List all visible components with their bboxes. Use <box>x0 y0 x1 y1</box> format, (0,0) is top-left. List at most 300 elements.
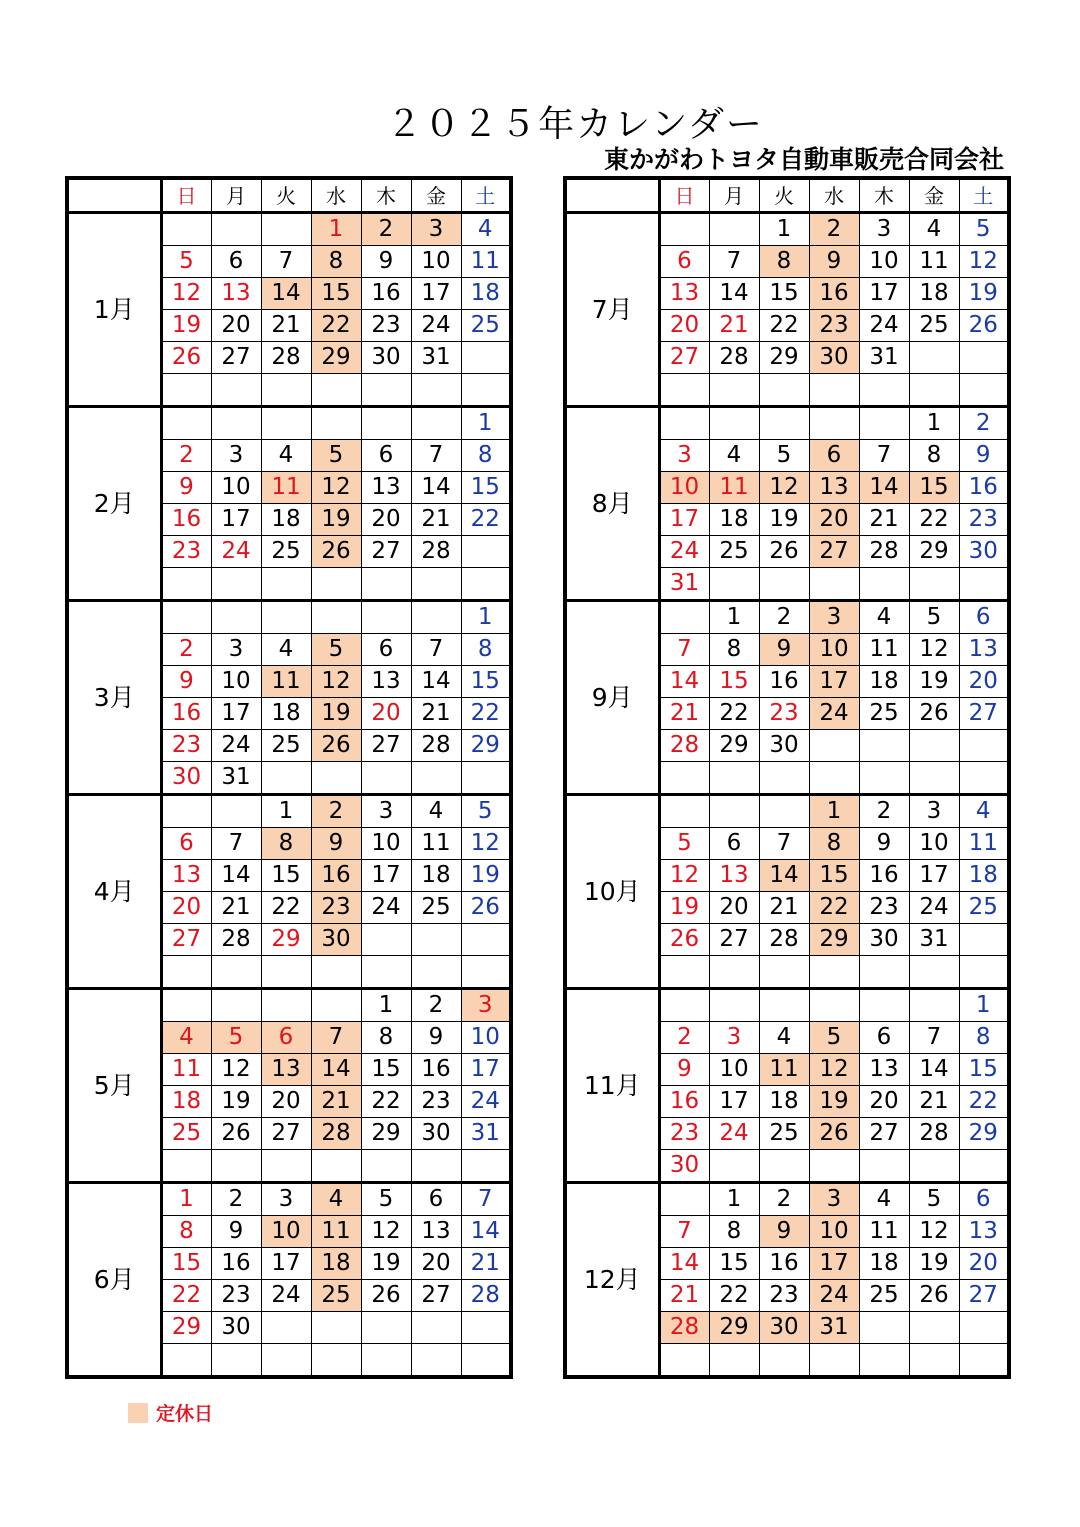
empty-cell <box>959 956 1009 989</box>
empty-cell <box>709 407 759 440</box>
empty-cell <box>859 568 909 601</box>
empty-cell <box>361 568 411 601</box>
day-cell: 18 <box>959 860 1009 892</box>
day-cell: 22 <box>959 1086 1009 1118</box>
legend <box>128 1399 213 1426</box>
empty-cell <box>461 1312 511 1344</box>
day-cell: 23 <box>759 1280 809 1312</box>
day-cell: 8 <box>759 246 809 278</box>
day-cell: 14 <box>659 666 709 698</box>
empty-cell <box>311 989 361 1022</box>
day-cell: 8 <box>461 440 511 472</box>
week-row <box>565 989 1009 1022</box>
empty-cell <box>261 956 311 989</box>
day-cell: 20 <box>361 698 411 730</box>
day-cell: 18 <box>759 1086 809 1118</box>
day-cell: 26 <box>959 310 1009 342</box>
day-cell: 4 <box>859 601 909 634</box>
day-cell: 1 <box>709 601 759 634</box>
empty-cell <box>959 924 1009 956</box>
empty-cell <box>411 924 461 956</box>
empty-cell <box>461 568 511 601</box>
empty-cell <box>261 601 311 634</box>
day-cell: 2 <box>859 795 909 828</box>
day-cell: 13 <box>959 1216 1009 1248</box>
empty-cell <box>759 795 809 828</box>
empty-cell <box>411 1344 461 1378</box>
day-cell: 25 <box>261 536 311 568</box>
day-cell: 3 <box>709 1022 759 1054</box>
day-cell: 9 <box>809 246 859 278</box>
empty-cell <box>709 1344 759 1378</box>
day-cell: 24 <box>411 310 461 342</box>
day-cell: 7 <box>859 440 909 472</box>
day-cell: 1 <box>261 795 311 828</box>
day-cell: 14 <box>411 472 461 504</box>
empty-cell <box>261 407 311 440</box>
day-cell: 13 <box>211 278 261 310</box>
day-cell: 29 <box>709 1312 759 1344</box>
day-cell: 16 <box>759 666 809 698</box>
day-cell: 4 <box>311 1183 361 1216</box>
empty-cell <box>461 956 511 989</box>
day-cell: 26 <box>659 924 709 956</box>
day-cell: 26 <box>759 536 809 568</box>
empty-cell <box>261 989 311 1022</box>
empty-cell <box>709 956 759 989</box>
week-row <box>67 1183 511 1216</box>
day-cell: 7 <box>211 828 261 860</box>
day-cell: 6 <box>161 828 211 860</box>
day-cell: 3 <box>211 440 261 472</box>
week-row <box>67 407 511 440</box>
day-cell: 14 <box>709 278 759 310</box>
day-cell: 23 <box>659 1118 709 1150</box>
empty-cell <box>959 1344 1009 1378</box>
page-title: ２０２５年カレンダー <box>386 104 764 145</box>
day-cell: 12 <box>311 472 361 504</box>
day-cell: 2 <box>161 440 211 472</box>
empty-cell <box>361 924 411 956</box>
day-cell: 10 <box>809 1216 859 1248</box>
day-cell: 27 <box>959 698 1009 730</box>
day-cell: 5 <box>659 828 709 860</box>
day-cell: 16 <box>659 1086 709 1118</box>
day-cell: 10 <box>361 828 411 860</box>
day-cell: 9 <box>161 666 211 698</box>
day-cell: 28 <box>411 730 461 762</box>
day-cell: 11 <box>859 1216 909 1248</box>
day-cell: 8 <box>161 1216 211 1248</box>
empty-cell <box>959 1312 1009 1344</box>
empty-cell <box>909 762 959 795</box>
day-cell: 17 <box>211 698 261 730</box>
empty-cell <box>361 956 411 989</box>
day-cell: 15 <box>959 1054 1009 1086</box>
day-cell: 19 <box>361 1248 411 1280</box>
day-cell: 20 <box>659 310 709 342</box>
empty-cell <box>709 374 759 407</box>
day-cell: 28 <box>311 1118 361 1150</box>
empty-cell <box>311 568 361 601</box>
day-cell: 24 <box>659 536 709 568</box>
day-cell: 1 <box>361 989 411 1022</box>
day-cell: 20 <box>709 892 759 924</box>
day-cell: 13 <box>809 472 859 504</box>
empty-cell <box>411 1312 461 1344</box>
day-cell: 14 <box>909 1054 959 1086</box>
empty-cell <box>659 407 709 440</box>
day-cell: 29 <box>261 924 311 956</box>
day-cell: 1 <box>461 407 511 440</box>
day-cell: 10 <box>659 472 709 504</box>
day-cell: 25 <box>311 1280 361 1312</box>
empty-cell <box>959 374 1009 407</box>
empty-cell <box>211 568 261 601</box>
day-cell: 16 <box>859 860 909 892</box>
day-cell: 17 <box>809 1248 859 1280</box>
weekday-header: 日 <box>161 178 211 213</box>
day-cell: 30 <box>311 924 361 956</box>
day-cell: 12 <box>311 666 361 698</box>
day-cell: 12 <box>461 828 511 860</box>
day-cell: 22 <box>161 1280 211 1312</box>
day-cell: 12 <box>959 246 1009 278</box>
week-row <box>67 601 511 634</box>
day-cell: 22 <box>759 310 809 342</box>
empty-cell <box>909 374 959 407</box>
empty-cell <box>161 407 211 440</box>
day-cell: 24 <box>809 698 859 730</box>
day-cell: 17 <box>909 860 959 892</box>
empty-cell <box>311 1150 361 1183</box>
day-cell: 18 <box>261 698 311 730</box>
weekday-header: 土 <box>461 178 511 213</box>
day-cell: 6 <box>659 246 709 278</box>
empty-cell <box>659 989 709 1022</box>
day-cell: 10 <box>461 1022 511 1054</box>
day-cell: 18 <box>859 1248 909 1280</box>
day-cell: 10 <box>211 666 261 698</box>
empty-cell <box>659 762 709 795</box>
day-cell: 18 <box>909 278 959 310</box>
day-cell: 27 <box>161 924 211 956</box>
empty-cell <box>411 568 461 601</box>
month-label: 3月 <box>67 601 161 795</box>
day-cell: 25 <box>461 310 511 342</box>
day-cell: 1 <box>759 213 809 246</box>
day-cell: 2 <box>411 989 461 1022</box>
day-cell: 3 <box>659 440 709 472</box>
day-cell: 19 <box>311 698 361 730</box>
empty-cell <box>361 1344 411 1378</box>
day-cell: 29 <box>461 730 511 762</box>
empty-cell <box>411 1150 461 1183</box>
day-cell: 10 <box>709 1054 759 1086</box>
empty-cell <box>709 795 759 828</box>
empty-cell <box>461 1344 511 1378</box>
day-cell: 18 <box>261 504 311 536</box>
empty-cell <box>759 568 809 601</box>
day-cell: 6 <box>709 828 759 860</box>
week-row <box>565 795 1009 828</box>
day-cell: 2 <box>759 1183 809 1216</box>
day-cell: 7 <box>659 1216 709 1248</box>
day-cell: 30 <box>859 924 909 956</box>
empty-cell <box>261 374 311 407</box>
day-cell: 4 <box>461 213 511 246</box>
day-cell: 30 <box>361 342 411 374</box>
day-cell: 27 <box>261 1118 311 1150</box>
day-cell: 13 <box>659 278 709 310</box>
day-cell: 28 <box>659 1312 709 1344</box>
day-cell: 20 <box>959 666 1009 698</box>
day-cell: 14 <box>461 1216 511 1248</box>
day-cell: 26 <box>461 892 511 924</box>
day-cell: 8 <box>261 828 311 860</box>
empty-cell <box>261 1344 311 1378</box>
day-cell: 21 <box>709 310 759 342</box>
day-cell: 9 <box>959 440 1009 472</box>
day-cell: 1 <box>709 1183 759 1216</box>
day-cell: 26 <box>909 1280 959 1312</box>
day-cell: 2 <box>659 1022 709 1054</box>
empty-cell <box>759 762 809 795</box>
day-cell: 17 <box>411 278 461 310</box>
calendar-table-jan-jun <box>65 176 513 1379</box>
day-cell: 25 <box>959 892 1009 924</box>
day-cell: 26 <box>211 1118 261 1150</box>
day-cell: 16 <box>759 1248 809 1280</box>
day-cell: 21 <box>411 698 461 730</box>
day-cell: 11 <box>411 828 461 860</box>
day-cell: 8 <box>709 1216 759 1248</box>
day-cell: 2 <box>311 795 361 828</box>
day-cell: 31 <box>909 924 959 956</box>
month-label: 11月 <box>565 989 659 1183</box>
weekday-header: 木 <box>859 178 909 213</box>
weekday-header-row <box>565 178 1009 213</box>
day-cell: 8 <box>709 634 759 666</box>
empty-cell <box>211 989 261 1022</box>
month-header-cell <box>67 178 161 213</box>
day-cell: 30 <box>759 730 809 762</box>
day-cell: 5 <box>161 246 211 278</box>
empty-cell <box>211 795 261 828</box>
day-cell: 6 <box>361 634 411 666</box>
day-cell: 30 <box>959 536 1009 568</box>
empty-cell <box>461 536 511 568</box>
day-cell: 16 <box>311 860 361 892</box>
day-cell: 5 <box>959 213 1009 246</box>
empty-cell <box>809 762 859 795</box>
day-cell: 9 <box>659 1054 709 1086</box>
day-cell: 24 <box>709 1118 759 1150</box>
day-cell: 6 <box>959 1183 1009 1216</box>
empty-cell <box>659 213 709 246</box>
day-cell: 6 <box>411 1183 461 1216</box>
day-cell: 24 <box>859 310 909 342</box>
day-cell: 19 <box>959 278 1009 310</box>
day-cell: 20 <box>211 310 261 342</box>
empty-cell <box>809 1150 859 1183</box>
day-cell: 28 <box>261 342 311 374</box>
day-cell: 21 <box>659 1280 709 1312</box>
day-cell: 16 <box>211 1248 261 1280</box>
empty-cell <box>161 956 211 989</box>
empty-cell <box>659 1344 709 1378</box>
day-cell: 20 <box>161 892 211 924</box>
day-cell: 29 <box>161 1312 211 1344</box>
calendar-body <box>565 213 1009 1378</box>
day-cell: 27 <box>361 536 411 568</box>
day-cell: 12 <box>361 1216 411 1248</box>
empty-cell <box>161 1150 211 1183</box>
day-cell: 11 <box>909 246 959 278</box>
day-cell: 22 <box>709 1280 759 1312</box>
empty-cell <box>411 601 461 634</box>
day-cell: 29 <box>361 1118 411 1150</box>
month-header-cell <box>565 178 659 213</box>
day-cell: 19 <box>461 860 511 892</box>
day-cell: 21 <box>859 504 909 536</box>
day-cell: 14 <box>659 1248 709 1280</box>
empty-cell <box>909 568 959 601</box>
day-cell: 18 <box>859 666 909 698</box>
day-cell: 5 <box>211 1022 261 1054</box>
day-cell: 2 <box>361 213 411 246</box>
empty-cell <box>659 1183 709 1216</box>
empty-cell <box>361 374 411 407</box>
day-cell: 9 <box>311 828 361 860</box>
day-cell: 23 <box>311 892 361 924</box>
day-cell: 26 <box>161 342 211 374</box>
day-cell: 22 <box>461 504 511 536</box>
empty-cell <box>909 989 959 1022</box>
empty-cell <box>709 568 759 601</box>
empty-cell <box>211 1150 261 1183</box>
day-cell: 22 <box>461 698 511 730</box>
weekday-header: 金 <box>909 178 959 213</box>
empty-cell <box>659 374 709 407</box>
day-cell: 28 <box>709 342 759 374</box>
weekday-header: 水 <box>311 178 361 213</box>
weekday-header: 月 <box>709 178 759 213</box>
day-cell: 9 <box>859 828 909 860</box>
empty-cell <box>959 1150 1009 1183</box>
day-cell: 10 <box>809 634 859 666</box>
empty-cell <box>161 1344 211 1378</box>
day-cell: 24 <box>809 1280 859 1312</box>
empty-cell <box>759 989 809 1022</box>
day-cell: 29 <box>311 342 361 374</box>
day-cell: 18 <box>411 860 461 892</box>
empty-cell <box>261 213 311 246</box>
day-cell: 28 <box>909 1118 959 1150</box>
empty-cell <box>859 1312 909 1344</box>
month-label: 10月 <box>565 795 659 989</box>
empty-cell <box>659 601 709 634</box>
day-cell: 11 <box>261 666 311 698</box>
empty-cell <box>311 407 361 440</box>
month-label: 8月 <box>565 407 659 601</box>
empty-cell <box>809 374 859 407</box>
empty-cell <box>909 342 959 374</box>
day-cell: 6 <box>959 601 1009 634</box>
empty-cell <box>909 1312 959 1344</box>
empty-cell <box>311 374 361 407</box>
day-cell: 20 <box>959 1248 1009 1280</box>
weekday-header: 日 <box>659 178 709 213</box>
day-cell: 12 <box>909 1216 959 1248</box>
day-cell: 13 <box>261 1054 311 1086</box>
empty-cell <box>859 989 909 1022</box>
day-cell: 28 <box>411 536 461 568</box>
empty-cell <box>709 213 759 246</box>
empty-cell <box>361 601 411 634</box>
day-cell: 2 <box>809 213 859 246</box>
day-cell: 20 <box>261 1086 311 1118</box>
empty-cell <box>759 1150 809 1183</box>
day-cell: 27 <box>211 342 261 374</box>
day-cell: 13 <box>161 860 211 892</box>
day-cell: 15 <box>461 472 511 504</box>
day-cell: 25 <box>261 730 311 762</box>
day-cell: 20 <box>859 1086 909 1118</box>
day-cell: 21 <box>909 1086 959 1118</box>
day-cell: 15 <box>709 666 759 698</box>
day-cell: 11 <box>959 828 1009 860</box>
day-cell: 19 <box>659 892 709 924</box>
day-cell: 13 <box>709 860 759 892</box>
day-cell: 10 <box>411 246 461 278</box>
week-row <box>565 1183 1009 1216</box>
day-cell: 14 <box>311 1054 361 1086</box>
day-cell: 25 <box>859 1280 909 1312</box>
day-cell: 24 <box>461 1086 511 1118</box>
empty-cell <box>859 762 909 795</box>
month-label: 2月 <box>67 407 161 601</box>
empty-cell <box>461 342 511 374</box>
day-cell: 17 <box>809 666 859 698</box>
day-cell: 30 <box>759 1312 809 1344</box>
day-cell: 8 <box>361 1022 411 1054</box>
day-cell: 15 <box>709 1248 759 1280</box>
empty-cell <box>659 956 709 989</box>
empty-cell <box>859 1150 909 1183</box>
day-cell: 16 <box>161 504 211 536</box>
day-cell: 12 <box>759 472 809 504</box>
day-cell: 19 <box>311 504 361 536</box>
day-cell: 8 <box>311 246 361 278</box>
day-cell: 27 <box>659 342 709 374</box>
week-row <box>67 989 511 1022</box>
day-cell: 7 <box>759 828 809 860</box>
day-cell: 17 <box>361 860 411 892</box>
day-cell: 17 <box>859 278 909 310</box>
empty-cell <box>809 730 859 762</box>
empty-cell <box>411 956 461 989</box>
day-cell: 30 <box>809 342 859 374</box>
day-cell: 28 <box>211 924 261 956</box>
day-cell: 9 <box>759 1216 809 1248</box>
empty-cell <box>709 762 759 795</box>
day-cell: 27 <box>959 1280 1009 1312</box>
day-cell: 13 <box>361 666 411 698</box>
day-cell: 27 <box>809 536 859 568</box>
day-cell: 1 <box>311 213 361 246</box>
day-cell: 27 <box>361 730 411 762</box>
